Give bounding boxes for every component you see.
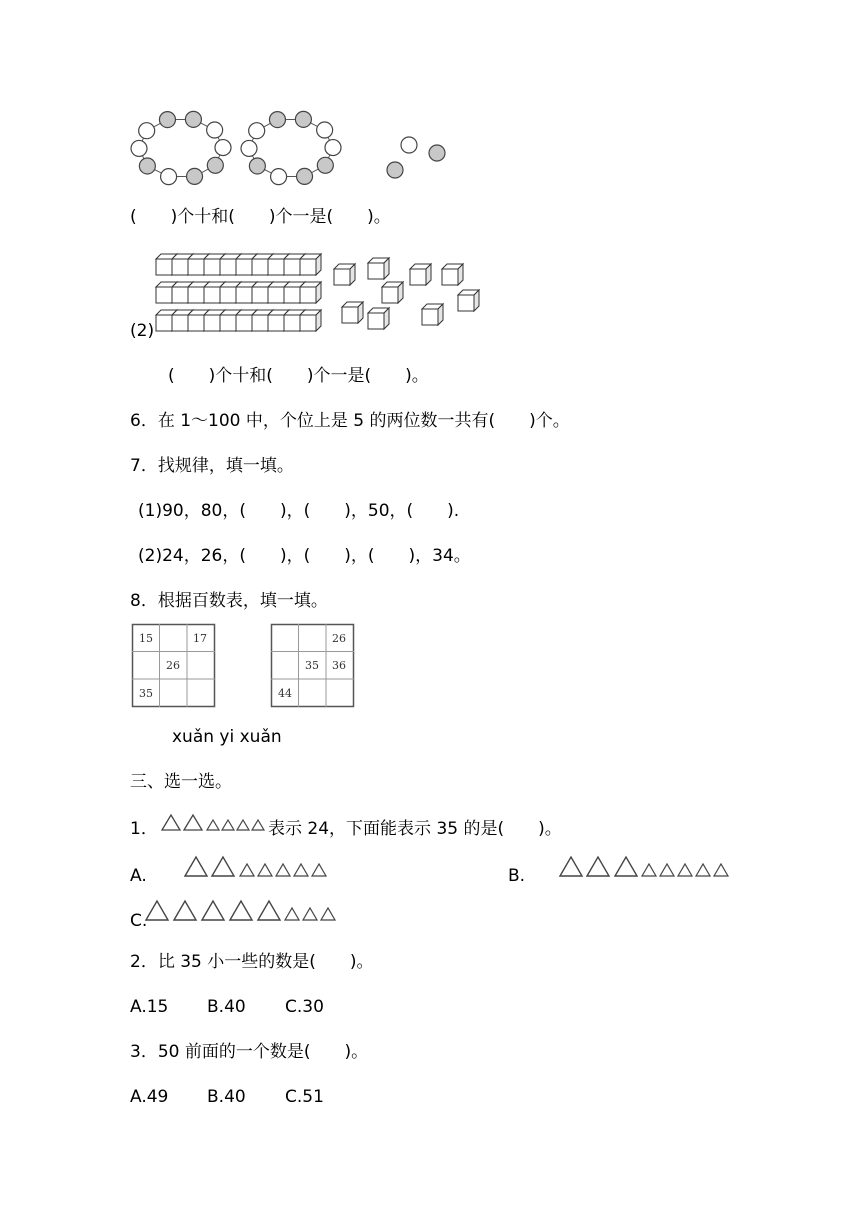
unit-cube: [342, 302, 363, 323]
unit-cube: [410, 264, 431, 285]
loose-beads: [387, 137, 445, 178]
grid1-cell-26: 26: [166, 659, 180, 672]
bead: [249, 123, 265, 139]
hundred-chart-grid-1: [132, 624, 216, 708]
bead: [139, 158, 155, 174]
bead: [207, 122, 223, 138]
option-a-triangles[interactable]: [183, 854, 333, 880]
bead: [271, 169, 287, 185]
bead-ring-2: [241, 111, 341, 184]
s3-q2-text: 2．比 35 小一些的数是( )。: [130, 952, 374, 972]
bead-ring-1: [131, 111, 231, 184]
grid2-cell-44: 44: [278, 687, 292, 700]
hundred-chart-grid-2: [271, 624, 355, 708]
bead: [317, 122, 333, 138]
s3-q1-number: 1．: [130, 819, 158, 839]
bead: [161, 169, 177, 185]
unit-cube: [442, 264, 463, 285]
section3-heading: 三、选一选。: [130, 772, 232, 792]
bead: [185, 111, 201, 127]
s3-q3-option-a[interactable]: A.49: [130, 1087, 169, 1107]
s3-q2-option-b[interactable]: B.40: [207, 997, 246, 1017]
q6-text: 6．在 1～100 中，个位上是 5 的两位数一共有( )个。: [130, 411, 570, 431]
q5-part2-label: (2): [130, 321, 155, 341]
q8-title: 8．根据百数表，填一填。: [130, 591, 328, 611]
bead: [269, 112, 285, 128]
grid1-cell-15: 15: [139, 632, 153, 645]
bead-necklaces-figure: [128, 104, 458, 194]
loose-bead: [429, 145, 445, 161]
unit-cube: [382, 282, 403, 303]
unit-cube: [334, 264, 355, 285]
s3-q1-text: 表示 24，下面能表示 35 的是( )。: [268, 819, 562, 839]
option-b-label[interactable]: B.: [508, 866, 526, 886]
ten-rod-cube: [300, 310, 321, 331]
s3-q3-option-c[interactable]: C.51: [285, 1087, 324, 1107]
bead: [187, 168, 203, 184]
pinyin-xuan-yi-xuan: xuǎn yi xuǎn: [172, 727, 282, 747]
ten-rod-cube: [300, 282, 321, 303]
bead: [207, 157, 223, 173]
option-a-label[interactable]: A.: [130, 866, 147, 886]
s3-q3-text: 3．50 前面的一个数是( )。: [130, 1042, 369, 1062]
q7-title: 7．找规律，填一填。: [130, 456, 294, 476]
ten-rod-cube: [300, 254, 321, 275]
bead: [249, 158, 265, 174]
option-c-triangles[interactable]: [144, 898, 339, 924]
bead: [159, 112, 175, 128]
bead: [241, 140, 257, 156]
bead: [215, 140, 231, 156]
grid1-cell-35: 35: [139, 687, 153, 700]
grid2-cell-26: 26: [332, 632, 346, 645]
q7-part1: (1)90，80，( )，( )，50，( ).: [138, 501, 460, 521]
bead: [297, 168, 313, 184]
unit-cube: [422, 304, 443, 325]
s3-q3-option-b[interactable]: B.40: [207, 1087, 246, 1107]
bead: [131, 140, 147, 156]
unit-cube: [458, 290, 479, 311]
option-c-label[interactable]: C.: [130, 911, 148, 931]
loose-bead: [401, 137, 417, 153]
unit-cube: [368, 308, 389, 329]
grid2-cell-36: 36: [332, 659, 346, 672]
s3-q2-option-c[interactable]: C.30: [285, 997, 324, 1017]
option-b-triangles[interactable]: [558, 854, 733, 880]
q5-line1: ( )个十和( )个一是( )。: [130, 207, 391, 227]
grid2-cell-35: 35: [305, 659, 319, 672]
q7-part2: (2)24，26，( )，( )，( )，34。: [138, 546, 471, 566]
base-ten-blocks-figure: [150, 250, 510, 340]
loose-bead: [387, 162, 403, 178]
q1-example-triangles: [160, 812, 270, 834]
bead: [295, 111, 311, 127]
s3-q2-option-a[interactable]: A.15: [130, 997, 169, 1017]
unit-cube: [368, 258, 389, 279]
grid1-cell-17: 17: [193, 632, 207, 645]
bead: [325, 140, 341, 156]
q5-line2: ( )个十和( )个一是( )。: [168, 366, 429, 386]
bead: [317, 157, 333, 173]
bead: [139, 123, 155, 139]
